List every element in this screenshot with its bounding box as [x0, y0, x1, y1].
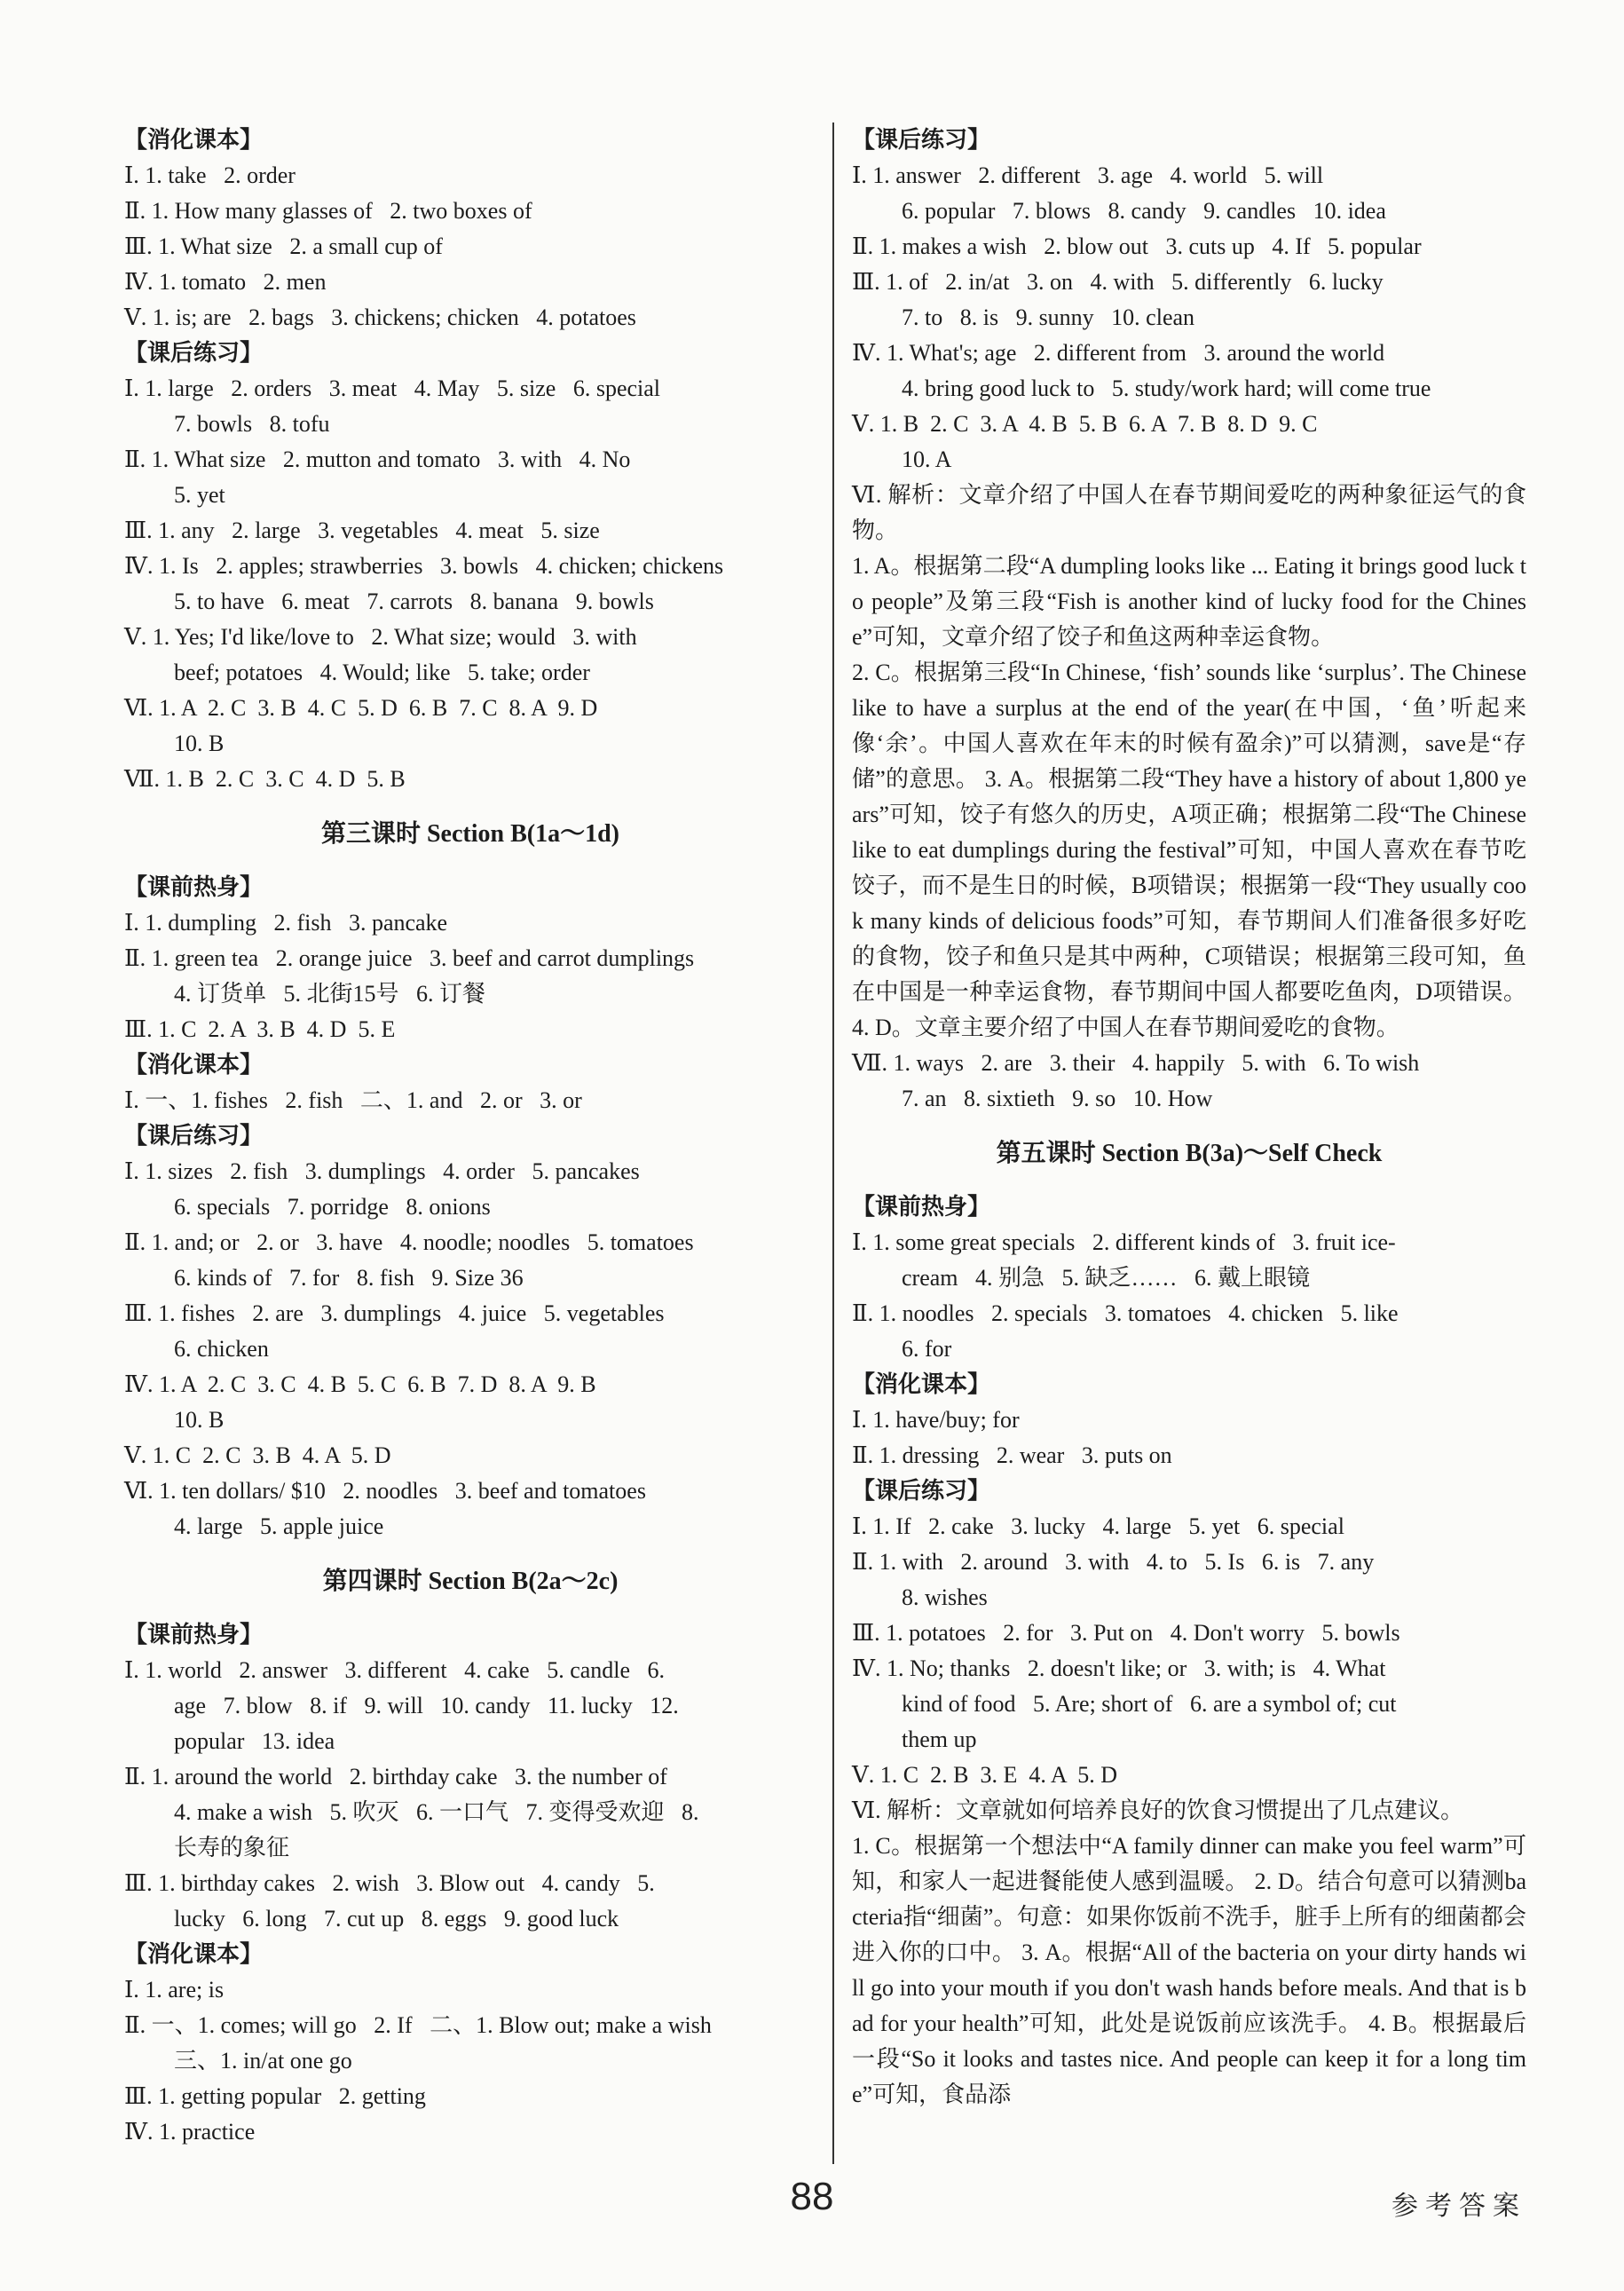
answer-line: 7. bowls 8. tofu: [174, 411, 330, 437]
section-label: 【课后练习】: [124, 1123, 264, 1149]
analysis-q1-q4: 1. C。根据第一个想法中“A family dinner can make you feel warm”可知，和家人一起进餐能使人感到温暖。 2. D。结合句意可以猜测bacteria指“细菌”。句意：如果你饭前不洗手，脏手上所有的细菌都会进入你的口中。 3. A。根据“All of the bacteria on your dirty hands will go into your mouth if you don't wash hands before meals. And that is bad for your health”可知，此处是说饭前应该洗手。 4. B。根据最后一段“So it looks and tastes nice. And people can keep it for a long time”可知，食品添: [852, 1833, 1526, 2107]
answer-line: Ⅶ. 1. B 2. C 3. C 4. D 5. B: [124, 766, 406, 792]
block-digest-textbook: [124, 122, 816, 336]
section-label: 【消化课本】: [124, 1941, 264, 1967]
lesson-4-heading: 第四课时 Section B(2a～2c): [322, 1568, 619, 1595]
answer-line: Ⅲ. 1. any 2. large 3. vegetables 4. meat 5. size: [124, 517, 600, 543]
analysis-q2-q4: 2. C。根据第三段“In Chinese, ‘fish’ sounds like ‘surplus’. The Chinese like to have a surplus at the end of the year(在中国，‘鱼’听起来像‘余’。中国人喜欢在年末的时候有盈余)”可以猜测，save是“存储”的意思。 3. A。根据第二段“They have a history of about 1,800 years”可知，饺子有悠久的历史，A项正确；根据第二段“The Chinese like to eat dumplings during the festival”可知，中国人喜欢在春节吃饺子，而不是生日的时候，B项错误；根据第一段“They usually cook many kinds of delicious foods”可知，春节期间人们准备很多好吃的食物，饺子和鱼只是其中两种，C项错误；根据第三段可知，鱼在中国是一种幸运食物，春节期间中国人都要吃鱼肉，D项错误。 4. D。文章主要介绍了中国人在春节期间爱吃的食物。: [852, 660, 1526, 1040]
answer-line: Ⅳ. 1. A 2. C 3. C 4. B 5. C 6. B 7. D 8. A 9. B: [124, 1371, 596, 1397]
analysis-q1: 1. A。根据第二段“A dumpling looks like ... Eating it brings good luck to people”及第三段“Fish is another kind of lucky food for the Chinese”可知，文章介绍了饺子和鱼这两种幸运食物。: [852, 553, 1526, 650]
answer-line: 5. yet: [174, 482, 225, 508]
answer-line: Ⅱ. 一、1. comes; will go 2. If 二、1. Blow out; make a wish: [124, 2012, 712, 2038]
section-label: 【消化课本】: [124, 1052, 264, 1078]
section-label: 【课前热身】: [852, 1194, 991, 1220]
answer-line: Ⅰ. 1. some great specials 2. different kinds of 3. fruit ice-: [852, 1229, 1396, 1255]
answer-line: Ⅲ. 1. getting popular 2. getting: [124, 2083, 426, 2109]
right-column: [852, 122, 1526, 2113]
answer-line: Ⅱ. 1. dressing 2. wear 3. puts on: [852, 1442, 1172, 1468]
section-label: 【课后练习】: [124, 340, 264, 366]
answer-line: Ⅰ. 1. sizes 2. fish 3. dumplings 4. order 5. pancakes: [124, 1158, 640, 1184]
answer-line: beef; potatoes 4. Would; like 5. take; order: [174, 660, 590, 685]
answer-line: Ⅱ. 1. around the world 2. birthday cake 3. the number of: [124, 1764, 667, 1789]
answer-line: Ⅰ. 1. have/buy; for: [852, 1407, 1020, 1433]
answer-line: Ⅵ. 1. A 2. C 3. B 4. C 5. D 6. B 7. C 8. A 9. D: [124, 695, 598, 721]
section-label: 【消化课本】: [852, 1371, 991, 1397]
answer-line: 10. B: [174, 1407, 225, 1433]
section-label: 【消化课本】: [124, 127, 264, 153]
block-digest-textbook-4: [852, 1367, 1526, 1473]
answer-line: Ⅴ. 1. C 2. C 3. B 4. A 5. D: [124, 1442, 391, 1468]
answer-line: popular 13. idea: [174, 1728, 335, 1754]
section-label: 【课后练习】: [852, 127, 991, 153]
answer-line: Ⅲ. 1. of 2. in/at 3. on 4. with 5. differently 6. lucky: [852, 269, 1384, 295]
answer-line: kind of food 5. Are; short of 6. are a symbol of; cut: [902, 1691, 1397, 1717]
section-label: 【课前热身】: [124, 1622, 264, 1647]
answer-line: lucky 6. long 7. cut up 8. eggs 9. good luck: [174, 1906, 619, 1932]
block-warm-up-3: [852, 1189, 1526, 1367]
answer-line: Ⅰ. 1. dumpling 2. fish 3. pancake: [124, 910, 448, 936]
answer-line: 6. for: [902, 1336, 952, 1362]
answer-line: 8. wishes: [902, 1584, 988, 1610]
answer-line: 长寿的象征: [174, 1835, 290, 1860]
answer-line: them up: [902, 1726, 977, 1752]
answer-line: Ⅱ. 1. noodles 2. specials 3. tomatoes 4. chicken 5. like: [852, 1300, 1399, 1326]
answer-line: Ⅲ. 1. birthday cakes 2. wish 3. Blow out 4. candy 5.: [124, 1870, 655, 1896]
answer-line: 三、1. in/at one go: [174, 2048, 352, 2074]
answer-line: Ⅴ. 1. C 2. B 3. E 4. A 5. D: [852, 1762, 1118, 1788]
left-column: [124, 122, 816, 2150]
answer-line: Ⅱ. 1. with 2. around 3. with 4. to 5. Is 6. is 7. any: [852, 1549, 1375, 1575]
answer-line: Ⅱ. 1. makes a wish 2. blow out 3. cuts up 4. If 5. popular: [852, 233, 1422, 259]
answer-line: Ⅰ. 1. answer 2. different 3. age 4. world 5. will: [852, 162, 1324, 188]
reference-answers-label: 参考答案: [1391, 2191, 1526, 2222]
analysis-intro-2: Ⅵ. 解析：文章就如何培养良好的饮食习惯提出了几点建议。: [852, 1797, 1464, 1823]
answer-line: 6. specials 7. porridge 8. onions: [174, 1194, 491, 1220]
answer-line: Ⅰ. 1. If 2. cake 3. lucky 4. large 5. yet 6. special: [852, 1513, 1344, 1539]
answer-line: Ⅲ. 1. C 2. A 3. B 4. D 5. E: [124, 1016, 396, 1042]
page-number: 88: [790, 2175, 834, 2218]
block-after-class-4: [852, 1473, 1526, 1793]
block-after-class: [124, 336, 816, 797]
block-warm-up-2: [124, 1617, 816, 1937]
answer-line: Ⅳ. 1. Is 2. apples; strawberries 3. bowls 4. chicken; chickens: [124, 553, 724, 579]
answer-line: Ⅰ. 1. take 2. order: [124, 162, 296, 188]
answer-line: 4. large 5. apple juice: [174, 1513, 384, 1539]
answer-line: Ⅲ. 1. fishes 2. are 3. dumplings 4. juice 5. vegetables: [124, 1300, 665, 1326]
answer-line: Ⅲ. 1. potatoes 2. for 3. Put on 4. Don't worry 5. bowls: [852, 1620, 1400, 1646]
answer-line: Ⅳ. 1. practice: [124, 2119, 256, 2145]
block-after-class-2: [124, 1118, 816, 1544]
answer-line: 4. 订货单 5. 北街15号 6. 订餐: [174, 981, 486, 1007]
lesson-3-heading: 第三课时 Section B(1a～1d): [320, 820, 619, 848]
answer-line: Ⅲ. 1. What size 2. a small cup of: [124, 233, 443, 259]
answer-line: 7. an 8. sixtieth 9. so 10. How: [902, 1086, 1213, 1111]
block-after-class-3: [852, 122, 1526, 478]
answer-line: Ⅱ. 1. What size 2. mutton and tomato 3. with 4. No: [124, 446, 631, 472]
block-digest-textbook-3: [124, 1937, 816, 2150]
answer-line: 6. kinds of 7. for 8. fish 9. Size 36: [174, 1265, 524, 1291]
answer-line: Ⅱ. 1. How many glasses of 2. two boxes of: [124, 198, 532, 224]
answer-line: Ⅰ. 1. world 2. answer 3. different 4. cake 5. candle 6.: [124, 1657, 666, 1683]
answer-line: 10. B: [174, 731, 225, 756]
answer-line: Ⅴ. 1. is; are 2. bags 3. chickens; chicken 4. potatoes: [124, 304, 636, 330]
answer-line: Ⅱ. 1. green tea 2. orange juice 3. beef and carrot dumplings: [124, 945, 695, 971]
answer-line: cream 4. 别急 5. 缺乏…… 6. 戴上眼镜: [902, 1265, 1311, 1291]
answer-line: age 7. blow 8. if 9. will 10. candy 11. lucky 12.: [174, 1693, 679, 1718]
answer-line: Ⅰ. 1. are; is: [124, 1977, 225, 2003]
answer-line: Ⅰ. 一、1. fishes 2. fish 二、1. and 2. or 3. or: [124, 1087, 582, 1113]
answer-line: Ⅵ. 1. ten dollars/ $10 2. noodles 3. beef and tomatoes: [124, 1478, 646, 1504]
answer-line: Ⅶ. 1. ways 2. are 3. their 4. happily 5. with 6. To wish: [852, 1050, 1420, 1076]
answer-line: Ⅰ. 1. large 2. orders 3. meat 4. May 5. size 6. special: [124, 375, 661, 401]
block-warm-up: [124, 870, 816, 1047]
answer-line: Ⅱ. 1. and; or 2. or 3. have 4. noodle; noodles 5. tomatoes: [124, 1229, 694, 1255]
answer-line: 5. to have 6. meat 7. carrots 8. banana 9. bowls: [174, 589, 654, 614]
column-divider: [832, 122, 834, 2164]
section-label: 【课后练习】: [852, 1478, 991, 1504]
lesson-5-heading: 第五课时 Section B(3a)～Self Check: [996, 1140, 1383, 1167]
answer-line: 4. bring good luck to 5. study/work hard; will come true: [902, 375, 1431, 401]
answer-line: 10. A: [902, 446, 952, 472]
block-digest-textbook-2: [124, 1047, 816, 1118]
analysis-intro: Ⅵ. 解析：文章介绍了中国人在春节期间爱吃的两种象征运气的食物。: [852, 482, 1526, 543]
answer-line: 4. make a wish 5. 吹灭 6. 一口气 7. 变得受欢迎 8.: [174, 1799, 699, 1825]
answer-line: 6. chicken: [174, 1336, 269, 1362]
answer-line: 7. to 8. is 9. sunny 10. clean: [902, 304, 1195, 330]
answer-line: Ⅴ. 1. B 2. C 3. A 4. B 5. B 6. A 7. B 8. D 9. C: [852, 411, 1318, 437]
section-label: 【课前热身】: [124, 874, 264, 900]
block-section-7: [852, 1046, 1526, 1117]
answer-line: Ⅳ. 1. No; thanks 2. doesn't like; or 3. with; is 4. What: [852, 1655, 1386, 1681]
answer-line: Ⅴ. 1. Yes; I'd like/love to 2. What size; would 3. with: [124, 624, 637, 650]
answer-line: Ⅳ. 1. What's; age 2. different from 3. around the world: [852, 340, 1385, 366]
answer-line: Ⅳ. 1. tomato 2. men: [124, 269, 327, 295]
answer-line: 6. popular 7. blows 8. candy 9. candles 10. idea: [902, 198, 1386, 224]
